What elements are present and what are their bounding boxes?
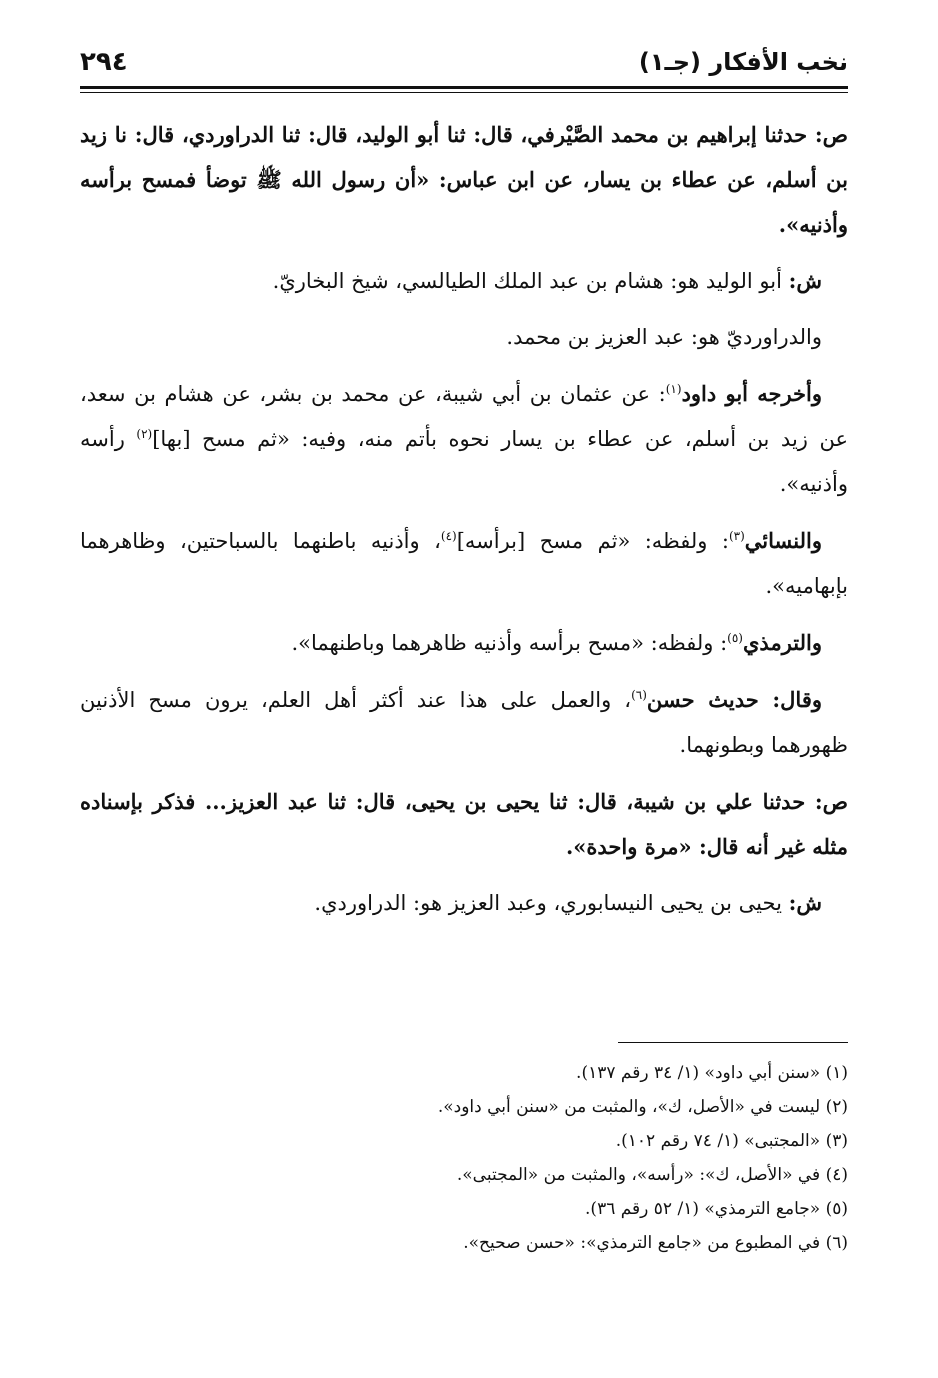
paragraph-sharh-3 (80, 880, 848, 926)
header-rule-thick (80, 86, 848, 89)
lead-marker: ص: (814, 789, 848, 814)
paragraph-text-cont: رأسه وأذنيه». (80, 427, 848, 496)
main-text (80, 112, 848, 937)
lead-marker: والترمذي (742, 630, 822, 655)
footnotes (80, 1058, 848, 1262)
paragraph-nasai (80, 518, 848, 609)
lead-marker: ش: (788, 268, 822, 293)
paragraph-text-cont: ، وأذنيه باطنهما بالسباحتين، وظاهرهما بإبهاميه». (80, 529, 848, 598)
footnote-ref: (٦) (631, 688, 647, 702)
footnote-ref: (١) (665, 382, 682, 396)
paragraph-text: : عن عثمان بن أبي شيبة، عن محمد بن بشر، عن هشام بن سعد، عن زيد بن أسلم، عن عطاء بن يسار نحوه بأتم منه، وفيه: «ثم مسح [بها] (80, 382, 848, 451)
paragraph-sharh-1 (80, 258, 848, 304)
page-number: ٢٩٤ (80, 47, 128, 77)
footnote-4: (٤) في «الأصل، ك»: «رأسه»، والمثبت من «المجتبى». (456, 1165, 848, 1185)
footnote-ref: (٥) (727, 631, 743, 645)
paragraph-abu-dawud (80, 371, 848, 507)
lead-marker: ش: (788, 890, 822, 915)
header-rule-thin (80, 92, 848, 93)
footnote-5: (٥) «جامع الترمذي» (١/ ٥٢ رقم ٣٦). (585, 1199, 848, 1219)
paragraph-text: أبو الوليد هو: هشام بن عبد الملك الطيالسي، شيخ البخاريّ. (272, 269, 789, 293)
paragraph-sharh-2 (80, 315, 848, 360)
footnote-ref: (٣) (728, 529, 745, 543)
page-header (80, 42, 848, 82)
footnote-separator (618, 1042, 848, 1043)
lead-marker: والنسائي (744, 528, 822, 553)
footnote-6: (٦) في المطبوع من «جامع الترمذي»: «حسن صحيح». (463, 1233, 848, 1253)
footnote-1: (١) «سنن أبي داود» (١/ ٣٤ رقم ١٣٧). (576, 1063, 848, 1083)
footnote-2: (٢) ليست في «الأصل، ك»، والمثبت من «سنن أبي داود». (437, 1097, 848, 1117)
paragraph-text: : ولفظه: «ثم مسح [برأسه] (456, 529, 729, 553)
paragraph-text: ، والعمل على هذا عند أكثر أهل العلم، يرون مسح الأذنين ظهورهما وبطونهما. (80, 688, 848, 757)
paragraph-text: يحيى بن يحيى النيسابوري، وعبد العزيز هو: الدراوردي. (314, 891, 789, 915)
paragraph-hasan (80, 677, 848, 768)
lead-marker: وقال: حديث حسن (646, 687, 823, 712)
footnote-ref: (٤) (440, 529, 457, 543)
paragraph-text: : ولفظه: «مسح برأسه وأذنيه ظاهرهما وباطنهما». (291, 631, 728, 655)
paragraph-text: والدراورديّ هو: عبد العزيز بن محمد. (506, 325, 822, 349)
paragraph-tirmidhi (80, 620, 848, 666)
running-title: نخب الأفكار (جـ١) (638, 48, 848, 76)
lead-marker: وأخرجه أبو داود (681, 381, 823, 406)
paragraph-matn-2 (80, 779, 848, 869)
paragraph-text: حدثنا إبراهيم بن محمد الصَّيْرفي، قال: ثنا أبو الوليد، قال: ثنا الدراوردي، قال: نا زيد بن أسلم، عن عطاء بن يسار، عن ابن عباس: «أن رسول الله ﷺ توضأ فمسح برأسه وأذنيه». (80, 122, 848, 237)
paragraph-text: حدثنا علي بن شيبة، قال: ثنا يحيى بن يحيى، قال: ثنا عبد العزيز... فذكر بإسناده مثله غير أنه قال: «مرة واحدة». (80, 789, 848, 859)
paragraph-matn-1 (80, 112, 848, 247)
footnote-3: (٣) «المجتبى» (١/ ٧٤ رقم ١٠٢). (615, 1131, 848, 1151)
footnote-ref: (٢) (136, 427, 153, 441)
lead-marker: ص: (814, 122, 848, 147)
